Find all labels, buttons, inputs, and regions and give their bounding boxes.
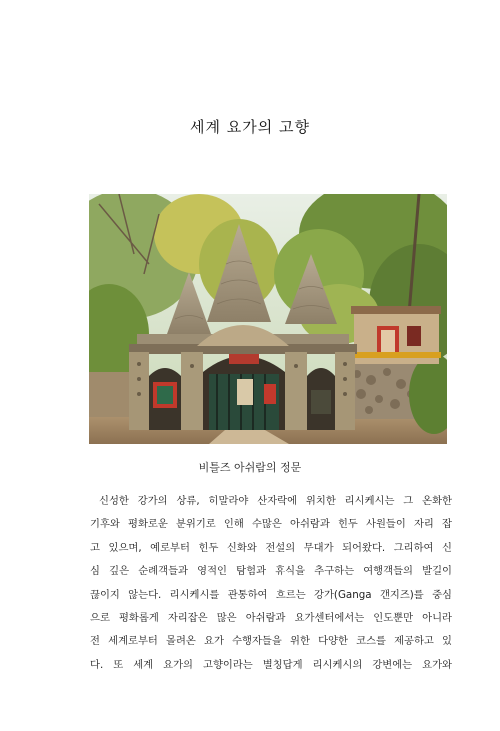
paragraph-line: 기후와 평화로운 분위기로 인해 수많은 아쉬람과 힌두 사원들이 자리 잡: [90, 518, 452, 531]
paragraph-line: 으로 평화롭게 자리잡은 많은 아쉬람과 요가센터에서는 인도뿐만 아니라: [90, 612, 452, 625]
paragraph-line: 다. 또 세계 요가의 고향이라는 별칭답게 리시케시의 강변에는 요가와: [90, 658, 452, 671]
body-paragraph: [90, 490, 452, 677]
paragraph-line: 끊이지 않는다. 리시케시를 관통하여 흐르는 강가(Ganga 갠지즈)를 중심: [90, 588, 452, 601]
page-title: 세계 요가의 고향: [190, 118, 310, 136]
beatles-ashram-gate-photo: [89, 194, 447, 444]
paragraph-line: 심 깊은 순례객들과 영적인 탐험과 휴식을 추구하는 여행객들의 발길이: [90, 565, 452, 578]
paragraph-line: 고 있으며, 예로부터 힌두 신화와 전설의 무대가 되어왔다. 그리하여 신: [90, 541, 452, 554]
paragraph-line: 전 세계로부터 몰려온 요가 수행자들을 위한 다양한 코스를 제공하고 있: [90, 635, 452, 648]
paragraph-line: 신성한 강가의 상류, 히말라야 산자락에 위치한 리시케시는 그 온화한: [99, 495, 452, 507]
photo-caption: 비틀즈 아쉬람의 정문: [198, 461, 302, 474]
